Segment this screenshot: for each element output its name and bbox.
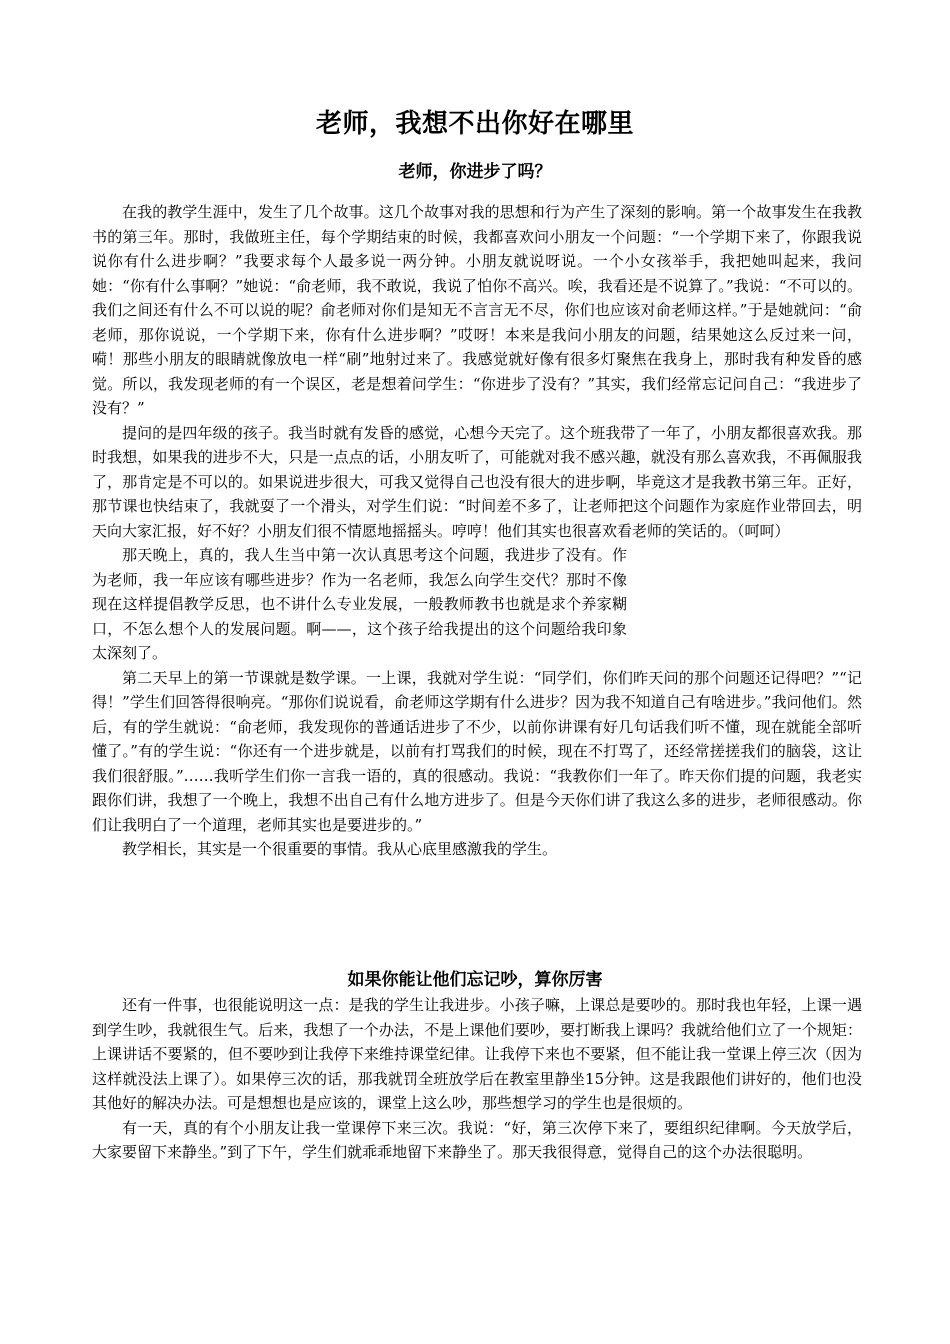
paragraph: 第二天早上的第一节课就是数学课。一上课，我就对学生说：“同学们，你们昨天问的那个问题还记得吧？”“记得！”学生们回答得很响亮。“那你们说说看，俞老师这学期有什么进步？因为我不知道自己有啥进步。”我问他们。然后，有的学生就说：“俞老师，我发现你的普通话进步了不少，以前你讲课有好几句话我们听不懂，现在就能全部听懂了。”有的学生说：“你还有一个进步就是，以前有打骂我们的时候，现在不打骂了，还经常搓搓我们的脑袋，这让我们很舒服。”……我听学生们你一言我一语的，真的很感动。我说：“我教你们一年了。昨天你们提的问题，我老实跟你们讲，我想了一个晚上，我想不出自己有什么地方进步了。但是今天你们讲了我这么多的进步，老师很感动。你们让我明白了一个道理，老师其实也是要进步的。” [92,668,862,834]
section-body-noise [92,993,862,1165]
paragraph: 在我的教学生涯中，发生了几个故事。这几个故事对我的思想和行为产生了深刻的影响。第一个故事发生在我教书的第三年。那时，我做班主任，每个学期结束的时候，我都喜欢问小朋友一个问题：“一个学期下来了，你跟我说说你有什么进步啊？”我要求每个人最多说一两分钟。小朋友就说呀说。一个小女孩举手，我把她叫起来，我问她：“你有什么事啊？”她说：“俞老师，我不敢说，我说了怕你不高兴。唉，我看还是不说算了。”我说：“不可以的。我们之间还有什么不可以说的呢？俞老师对你们是知无不言言无不尽，你们也应该对俞老师这样。”于是她就问：“俞老师，那你说说，一个学期下来，你有什么进步啊？”哎呀！本来是我问小朋友的问题，结果她这么反过来一问，嗬！那些小朋友的眼睛就像放电一样“刷”地射过来了。我感觉就好像有很多灯聚焦在我身上，那时我有种发昏的感觉。所以，我发现老师的有一个误区，老是想着问学生：“你进步了没有？”其实，我们经常忘记问自己：“我进步了没有？” [92,203,862,417]
paragraph: 还有一件事，也很能说明这一点：是我的学生让我进步。小孩子嘛，上课总是要吵的。那时我也年轻，上课一遇到学生吵，我就很生气。后来，我想了一个办法，不是上课他们要吵，要打断我上课吗？我就给他们立了一个规矩：上课讲话不要紧的，但不要吵到让我停下来维持课堂纪律。让我停下来也不要紧，但不能让我一堂课上停三次（因为这样就没法上课了）。如果停三次的话，那我就罚全班放学后在教室里静坐15分钟。这是我跟他们讲好的，他们也没其他好的解决办法。可是想想也是应该的，课堂上这么吵，那些想学习的学生也是很烦的。 [92,996,862,1112]
section-heading-progress: 老师，你进步了吗？ [398,162,552,182]
paragraph: 教学相长，其实是一个很重要的事情。我从心底里感激我的学生。 [122,840,558,858]
document-title: 老师，我想不出你好在哪里 [315,109,634,139]
section-heading-noise: 如果你能让他们忘记吵，算你厉害 [347,970,603,990]
section-body-progress [92,200,862,862]
paragraph: 有一天，真的有个小朋友让我一堂课停下来三次。我说：“好，第三次停下来了，要组织纪律啊。今天放学后，大家要留下来静坐。”到了下午，学生们就乖乖地留下来静坐了。那天我很得意，觉得自己的这个办法很聪明。 [92,1118,862,1161]
paragraph: 那天晚上，真的，我人生当中第一次认真思考这个问题，我进步了没有。作为老师，我一年应该有哪些进步？作为一名老师，我怎么向学生交代？那时不像现在这样提倡教学反思，也不讲什么专业发展，一般教师教书也就是求个养家糊口，不怎么想个人的发展问题。啊——，这个孩子给我提出的这个问题给我印象太深刻了。 [92,546,627,662]
paragraph: 提问的是四年级的孩子。我当时就有发昏的感觉，心想今天完了。这个班我带了一年了，小朋友都很喜欢我。那时我想，如果我的进步不大，只是一点点的话，小朋友听了，可能就对我不感兴趣，就没有那么喜欢我，不再佩服我了，那肯定是不可以的。如果说进步很大，可我又觉得自己也没有很大的进步啊，毕竟这才是我教书第三年。正好，那节课也快结束了，我就耍了一个滑头，对学生们说：“时间差不多了，让老师把这个问题作为家庭作业带回去，明天向大家汇报，好不好？小朋友们很不情愿地摇摇头。哼哼！他们其实也很喜欢看老师的笑话的。（呵呵） [92,423,862,540]
